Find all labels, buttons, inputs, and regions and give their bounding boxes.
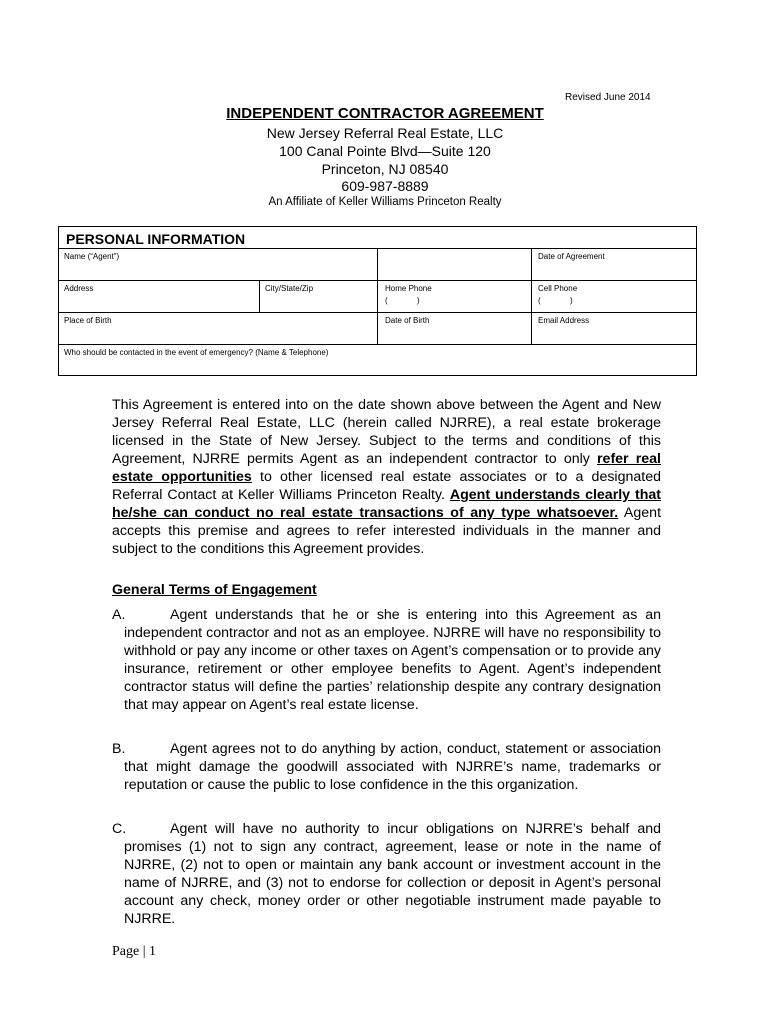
term-letter: A.: [112, 607, 126, 623]
home-phone-label: Home Phone: [385, 284, 432, 293]
home-phone-paren-close: ): [417, 296, 420, 305]
company-address-line2: Princeton, NJ 08540: [321, 161, 449, 177]
form-divider: [58, 344, 697, 345]
intro-text-2: to other licensed real estate associates or to a designated Referral Contact at Keller Williams Princeton Realty.: [112, 469, 661, 503]
name-field-label: Name (“Agent”): [64, 252, 120, 261]
revised-date: Revised June 2014: [565, 92, 651, 103]
cell-phone-paren-close: ): [570, 296, 573, 305]
cell-phone-label: Cell Phone: [538, 284, 578, 293]
form-title: PERSONAL INFORMATION: [66, 231, 246, 247]
term-item-c: [112, 820, 661, 928]
intro-text-3: Agent accepts this premise and agrees to refer interested individuals in the manner and subject to the conditions this Agreement provides.: [112, 505, 662, 557]
cell-phone-paren-open: (: [538, 296, 541, 305]
term-text: Agent will have no authority to incur obligations on NJRRE’s behalf and promises (1) not to sign any contract, agreement, lease or note in the name of NJRRE, (2) not to open or maintain any bank account or investment account in the name of NJRRE, and (3) not to endorse for collection or deposit in Agent’s personal account any check, money order or other negotiable instrument made payable to NJRRE.: [124, 821, 661, 927]
term-text: Agent agrees not to do anything by action, conduct, statement or association that might damage the goodwill associated with NJRRE’s name, trademarks or reputation or cause the public to lose confidence in the this organization.: [124, 741, 661, 793]
term-item-a: [112, 606, 661, 714]
term-text: Agent understands that he or she is entering into this Agreement as an independent contractor and not as an employee. NJRRE will have no responsibility to withhold or pay any income or other taxes on Agent’s compensation or to provide any insurance, retirement or other employee benefits to Agent. Agent’s independent contractor status will define the parties’ relationship despite any contrary designation that may appear on Agent’s real estate license.: [124, 607, 661, 713]
agreement-title: INDEPENDENT CONTRACTOR AGREEMENT: [226, 105, 544, 122]
company-name: New Jersey Referral Real Estate, LLC: [266, 125, 504, 141]
form-divider: [259, 280, 260, 312]
city-state-zip-label: City/State/Zip: [265, 284, 314, 293]
intro-paragraph: [112, 396, 661, 558]
company-phone: 609-987-8889: [341, 178, 429, 194]
home-phone-paren-open: (: [385, 296, 388, 305]
company-address-line1: 100 Canal Pointe Blvd—Suite 120: [279, 143, 491, 159]
form-divider: [377, 248, 378, 344]
intro-emphasis-no-transactions: Agent understands clearly that he/she can conduct no real estate transactions of any type whatsoever.: [112, 487, 661, 521]
intro-text-1: This Agreement is entered into on the date shown above between the Agent and New Jersey Referral Real Estate, LLC (herein called NJRRE), a real estate brokerage licensed in the State of New Jersey. Subject to the terms and conditions of this Agreement, NJRRE permits Agent as an independent contractor to only: [112, 397, 661, 467]
emergency-contact-label: Who should be contacted in the event of emergency? (Name & Telephone): [64, 348, 329, 357]
date-of-birth-label: Date of Birth: [385, 316, 430, 325]
term-letter: C.: [112, 821, 127, 837]
email-address-label: Email Address: [538, 316, 590, 325]
form-divider: [531, 248, 532, 344]
intro-emphasis-refer: refer real estate opportunities: [112, 451, 662, 485]
term-item-b: [112, 740, 661, 794]
term-letter: B.: [112, 741, 126, 757]
page-number: Page | 1: [112, 944, 157, 959]
affiliate-line: An Affiliate of Keller Williams Princeton Realty: [268, 196, 502, 208]
place-of-birth-label: Place of Birth: [64, 316, 112, 325]
address-field-label: Address: [64, 284, 94, 293]
general-terms-heading: General Terms of Engagement: [112, 582, 317, 598]
date-of-agreement-label: Date of Agreement: [538, 252, 605, 261]
